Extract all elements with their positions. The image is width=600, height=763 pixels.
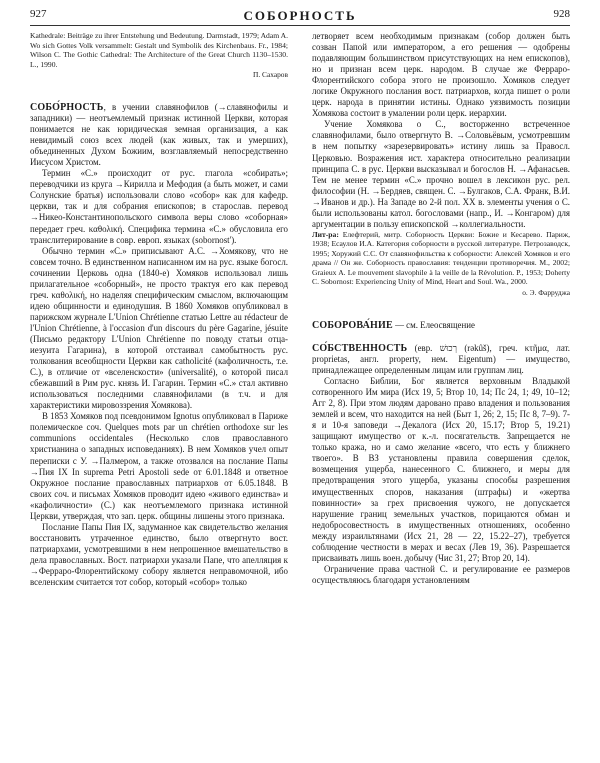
running-title: СОБОРНОСТЬ — [243, 8, 357, 23]
page-number-left: 927 — [30, 8, 47, 20]
page-number-right: 928 — [553, 8, 570, 20]
author-signature: о. Э. Фарруджа — [522, 287, 570, 297]
paragraph: Термин «С.» происходит от рус. глагола «собирать»; переводчики из круга →Кирилла и Мефодия (а быть может, и сами Солунские братья) использовали слово «собор» как для кафедр. церкви, так и для собрания епископов; в старослав. перевод →Никео-Константинопольского символа веры слово «соборная» передает греч. καθολική. Специфика термина «С.» обусловила его транслитерирование в совр. европ. языках (sobornost'). — [30, 168, 288, 245]
paragraph: Ограничение права частной С. и регулирование ее размеров осуществляюсь благодаря установлениям — [312, 563, 570, 585]
paragraph: Учение Хомякова о С., восторженно встреченное славянофилами, было отвергнуто В. →Соловьёвым, усмотревшим в нем попытку «зарезервировать» истину лишь за Правосл. Церковью. Возражения ист. характера относительно реализации принципа С. в рус. Церкви высказывал и богослов Н. →Афанасьев. Тем не менее термин «С.» прочно вошел в лексикон рус. рел. философии (Н. →Бердяев, священ. С. →Булгаков, С.А. Франк, В.И. →Иванов и др.). На Западе во 2-й пол. XX в. элементы учения о С. были использованы катол. богословами (напр., И. →Конгаром) для аргументации в пользу епископской →коллегиальности. — [312, 119, 570, 229]
headword-sobornost: СОБО́РНОСТЬ — [30, 102, 104, 113]
literature-label: Лит-ра: — [312, 229, 339, 239]
right-column — [312, 31, 570, 757]
article-soborovanie: СОБОРОВА́НИЕ — см. Елеосвящение — [312, 319, 475, 331]
article-sobstvennost-intro: СО́БСТВЕННОСТЬ (евр. רְכוּשׁ (rəkûš), греч. κτῆμα, лат. proprietas, англ. property, нем. Eigentum) — имущество, принадлежащее определенным лицам или группам лиц. — [312, 342, 570, 375]
author-signature-top: П. Сахаров — [252, 70, 288, 79]
article-sobornost-intro: СОБО́РНОСТЬ, в учении славянофилов (→славянофилы и западники) — неотъемлемый признак истинной Церкви, которая понимается не как юридическая земная организация, а как невидимый союз всех людей (как живых, так и умерших), объединенных Духом Божиим, возглавляемый непосредственно Иисусом Христом. — [30, 102, 288, 168]
paragraph: Обычно термин «С.» приписывают А.С. →Хомякову, что не совсем точно. В единственном написанном им на рус. языке богосл. сочинении Церковь одна (1840-е) Хомяков использовал лишь прилагательное «соборный», не просто трактуя его как перевод греч. καθολική, но наделяя специфическим смыслом, включающим идею общинности и единодушия. В 1860 Хомяков опубликовал в парижском журнале L'Union Chrétienne статью Lettre au rédacteur de l'Union Chrétienne, à l'occasion d'un discours du père Gagarine, jésuite (Письмо редактору L'Union Chrétienne по поводу статьи отца-иезуита Гагарина), в которой отстаивал самобытность рус. толкования всеобщности Церкви как catholicité (кафоличность, т.е. С.), в отличие от «вселенскости» (universalité), о которой писал сбежавший в Рим рус. князь И. Гагарин. Термин «С.» стал активно использоваться последними славянофилами (в т.ч. и для характеристики мировоззрения Хомякова). — [30, 245, 288, 411]
headword-sobstvennost: СО́БСТВЕННОСТЬ — [312, 342, 408, 354]
header-rule — [30, 25, 570, 26]
bibliography-continued: Kathedrale: Beiträge zu ihrer Entstehung und Bedeutung. Darmstadt, 1979; Adam A. Wo sich Gottes Volk versammelt: Gestalt und Symbolik des Kirchenbaus. Fr., 1984; Wilson C. The Gothic Cathedral: The Architecture of the Great Church 1130–1530. L., 1990. — [30, 31, 288, 69]
paragraph: В 1853 Хомяков под псевдонимом Ignotus опубликовал в Париже полемическое соч. Quelques mots par un chrétien orthodoxe sur les communions occidentales (Несколько слов православного христианина о западных исповеданиях). В нем Хомяков учел опыт переписки с У. →Палмером, а также отозвался на послание Папы →Пия IX In suprema Petri Apostoli sede от 6.01.1848 и ответное Окружное послание православных патриархов от 6.05.1848. В своих соч. и письмах Хомяков проводит идею «живого единства» и «кафоличности» (С.) как неотъемлемого признака истинной Церкви, утверждая, что зап. церк. общины лишены этого признака. — [30, 411, 288, 521]
literature-list: Лит-ра: Елефтерий, митр. Соборность Церкви: Божие и Кесарево. Париж, 1938; Есаулов И.А. Категория соборности в русской литературе. Петрозаводск, 1995; Хоружий С.С. От славянофильства к соборности: Алексей Хомяков и его драма // Он же. Соборность православия: тенденции противоречия. М., 2002; Graieux A. Le mouvement slavophile à la veille de la Révolution. P., 1953; Doherty C. Sobornost: Experiencing Unity of Mind, Heart and Soul. Wa., 2000. — [312, 229, 570, 287]
paragraph: Согласно Библии, Бог является верховным Владыкой сотворенного Им мира (Исх 19, 5; Втор 10, 14; Пс 24, 1; 49, 10–12; Агг 2, 8). При этом людям даровано право владения и пользования землей и всем, что находится на ней (Быт 1, 26; 2, 15; Пс 8, 7–9). 7-я и 10-я заповеди →Декалога (Исх 20, 15.17; Втор 5, 19.21) защищают имущество от к.-л. посягательств. Запрещается не только кража, но и само желание «всего, что есть у ближнего твоего». В ВЗ установлены правила совершения сделок, возмещения ущерба, нанесенного С. ближнего, и меры для предотвращения этого ущерба, указаны способы разрешения имущественных споров, наказания (штрафы) и «жертва повинности» за грех присвоения чужого, не допускается нарушение границ земельных участков, порицаются обман и недобросовестность в имущественных отношениях, особенно между израильтянами (Исх 21, 28 — 22, 15.22–27), требуется соблюдение честности в мерах и весах (Лев 19, 36). Разрешается присваивать лишь воен. добычу (Чис 31, 27; Втор 20, 14). — [312, 376, 570, 563]
paragraph: Послание Папы Пия IX, задуманное как свидетельство желания восстановить утраченное единство, было отвергнуто вост. патриархами, усмотревшими в нем непрошенное вмешательство в дела православных. Вост. патриархи указали Папе, что апелляция к →Ферраро-Флорентийскому собору является неправомочной, ибо вселенским считается тот собор, который «собор» только — [30, 521, 288, 588]
left-column — [30, 31, 288, 757]
headword-soborovanie: СОБОРОВА́НИЕ — [312, 319, 393, 331]
paragraph: летворяет всем необходимым признакам (собор должен быть созван Папой или императором, а его решения — одобрены подавляющим большинством присутствующих на нем епископов), но и признан всем церк. народом. В случае же Ферраро-Флорентийского собора этого не произошло. Хомяков следует логике Окружного послания вост. патриархов, когда пишет о роли церк. народа в принятии истины. Однако уязвимость позиции Хомякова состоит в умалении роли церк. иерархии. — [312, 31, 570, 119]
